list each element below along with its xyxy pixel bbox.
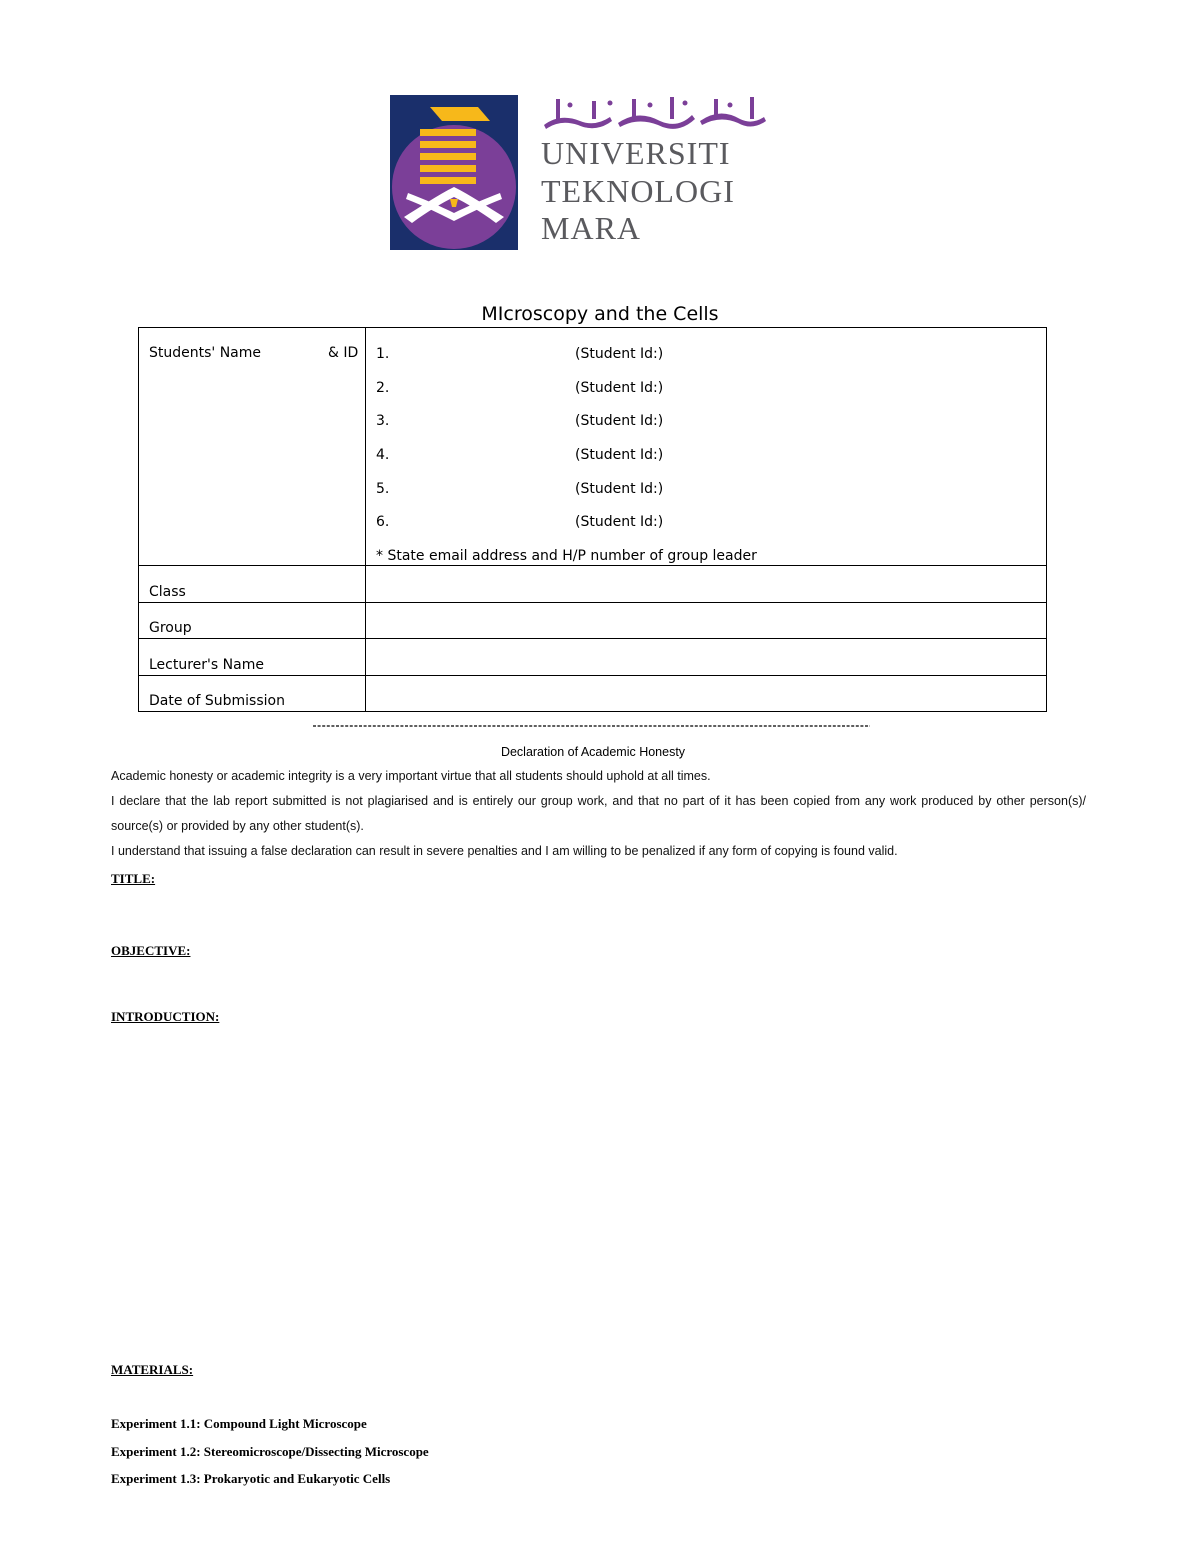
group-row bbox=[139, 602, 1047, 639]
class-value-cell[interactable] bbox=[366, 566, 1047, 603]
declaration-paragraph-3: I understand that issuing a false declaration can result in severe penalties and I am willing to be penalized if any form of copying is found valid. bbox=[111, 844, 898, 858]
students-label-cell bbox=[139, 328, 366, 566]
cover-info-table bbox=[138, 327, 1047, 712]
student-entry bbox=[376, 446, 1036, 480]
declaration-paragraph-1: Academic honesty or academic integrity is a very important virtue that all students should uphold at all times. bbox=[111, 769, 711, 783]
submission-date-value-cell[interactable] bbox=[366, 675, 1047, 712]
students-row bbox=[139, 328, 1047, 566]
lecturer-name-value-cell[interactable] bbox=[366, 639, 1047, 676]
student-number: 5. bbox=[376, 480, 390, 497]
group-label: Group bbox=[139, 602, 366, 639]
student-id-label: (Student Id:) bbox=[575, 480, 664, 497]
experiment-1-1: Experiment 1.1: Compound Light Microscope bbox=[111, 1416, 367, 1431]
students-name-label: Students' Name bbox=[149, 345, 262, 361]
student-entry bbox=[376, 480, 1036, 514]
student-entry bbox=[376, 345, 1036, 379]
class-label: Class bbox=[139, 566, 366, 603]
lecturer-name-label: Lecturer's Name bbox=[139, 639, 366, 676]
materials-heading: MATERIALS: bbox=[111, 1362, 194, 1377]
experiment-1-3: Experiment 1.3: Prokaryotic and Eukaryotic Cells bbox=[111, 1471, 391, 1486]
jawi-script-wordmark bbox=[540, 95, 768, 131]
student-id-label: (Student Id:) bbox=[575, 413, 664, 430]
declaration-paragraph-2-line-2: source(s) or provided by any other student(s). bbox=[111, 819, 364, 833]
objective-heading: OBJECTIVE: bbox=[111, 943, 191, 958]
class-row bbox=[139, 566, 1047, 603]
declaration-title: Declaration of Academic Honesty bbox=[500, 745, 686, 759]
group-leader-note: * State email address and H/P number of group leader bbox=[376, 548, 757, 565]
experiment-1-2: Experiment 1.2: Stereomicroscope/Dissecting Microscope bbox=[111, 1444, 429, 1459]
document-title: MIcroscopy and the Cells bbox=[481, 303, 719, 325]
student-id-label: (Student Id:) bbox=[575, 514, 664, 531]
dashed-separator bbox=[313, 723, 870, 729]
student-number: 1. bbox=[376, 346, 390, 362]
introduction-heading: INTRODUCTION: bbox=[111, 1009, 220, 1024]
student-entry bbox=[376, 379, 1036, 413]
declaration-paragraph-2-line-1: I declare that the lab report submitted is not plagiarised and is entirely our group work, and that no part of it has been copied from any work produced by other person(s)/ bbox=[111, 794, 1086, 808]
student-entry bbox=[376, 513, 1036, 547]
student-entry bbox=[376, 412, 1036, 446]
uitm-logo bbox=[390, 95, 770, 250]
students-entry-cell[interactable] bbox=[366, 328, 1047, 566]
group-value-cell[interactable] bbox=[366, 602, 1047, 639]
student-number: 6. bbox=[376, 514, 390, 531]
student-id-label: (Student Id:) bbox=[575, 447, 664, 464]
submission-date-row bbox=[139, 675, 1047, 712]
lecturer-row bbox=[139, 639, 1047, 676]
title-heading: TITLE: bbox=[111, 871, 156, 886]
student-id-label: (Student Id:) bbox=[575, 346, 664, 362]
student-id-label: (Student Id:) bbox=[575, 379, 664, 396]
uitm-emblem-icon bbox=[390, 95, 518, 250]
logo-text-mara: MARA bbox=[541, 210, 642, 246]
logo-text-teknologi: TEKNOLOGI bbox=[541, 173, 735, 209]
student-number: 4. bbox=[376, 447, 390, 464]
submission-date-label: Date of Submission bbox=[139, 675, 366, 712]
logo-text-universiti: UNIVERSITI bbox=[541, 135, 731, 171]
student-number: 3. bbox=[376, 413, 390, 430]
students-id-label: & ID bbox=[328, 345, 359, 361]
student-number: 2. bbox=[376, 379, 390, 396]
